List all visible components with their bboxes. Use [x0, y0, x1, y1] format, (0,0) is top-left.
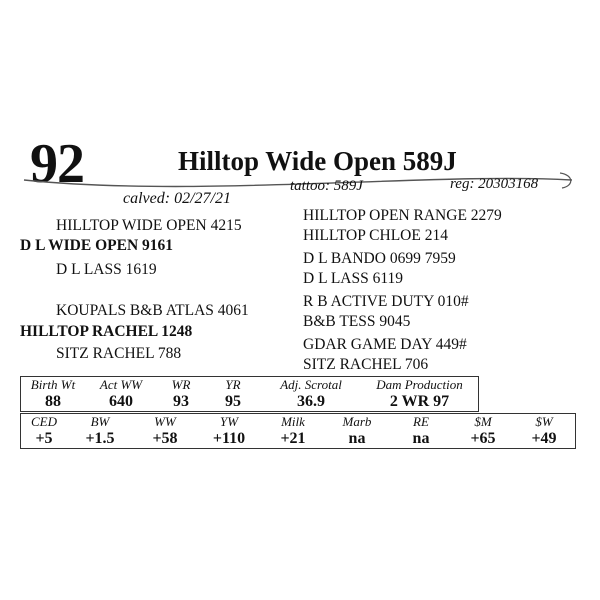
epd-value: +110: [212, 430, 246, 447]
epd-header: $W: [535, 414, 553, 429]
epd-table: [20, 413, 576, 449]
tattoo: tattoo: 589J: [290, 178, 363, 194]
sire: D L WIDE OPEN 9161: [20, 237, 174, 254]
epd-header: YW: [219, 414, 239, 429]
epd-header: BW: [90, 414, 110, 429]
sire-sire: HILLTOP WIDE OPEN 4215: [56, 217, 242, 234]
perf-value: 36.9: [297, 393, 325, 410]
animal-name: Hilltop Wide Open 589J: [178, 146, 457, 176]
perf-header: Dam Production: [376, 377, 463, 392]
perf-header: YR: [225, 377, 241, 392]
perf-value: 88: [45, 393, 61, 410]
perf-value: 2 WR 97: [389, 393, 450, 410]
dam: HILLTOP RACHEL 1248: [20, 323, 193, 340]
dam-sire: KOUPALS B&B ATLAS 4061: [56, 302, 249, 319]
epd-header: Milk: [281, 414, 305, 429]
dam-dam: SITZ RACHEL 788: [56, 345, 182, 362]
perf-header: Birth Wt: [30, 377, 76, 392]
epd-value: +5: [35, 430, 53, 447]
sd-sire: D L BANDO 0699 7959: [303, 250, 456, 267]
epd-value: +1.5: [85, 430, 115, 447]
epd-header: Marb: [342, 414, 372, 429]
epd-header: $M: [474, 414, 492, 429]
perf-header: Adj. Scrotal: [280, 377, 342, 392]
perf-value: 95: [225, 393, 241, 410]
perf-value: 640: [109, 393, 133, 410]
epd-header: CED: [31, 414, 57, 429]
calved-date: calved: 02/27/21: [123, 190, 231, 207]
epd-header: RE: [413, 414, 429, 429]
epd-value: +49: [531, 430, 557, 447]
sire-dam: D L LASS 1619: [56, 261, 157, 278]
epd-header: WW: [154, 414, 176, 429]
performance-table: [20, 376, 479, 412]
registration-number: reg: 20303168: [450, 176, 539, 192]
epd-value: +58: [152, 430, 178, 447]
perf-header: WR: [171, 377, 191, 392]
ds-sire: R B ACTIVE DUTY 010#: [303, 293, 469, 310]
ss-sire: HILLTOP OPEN RANGE 2279: [303, 207, 502, 224]
ds-dam: B&B TESS 9045: [303, 313, 411, 330]
dd-dam: SITZ RACHEL 706: [303, 356, 429, 373]
dd-sire: GDAR GAME DAY 449#: [303, 336, 467, 353]
epd-value: na: [348, 430, 366, 447]
epd-value: +65: [470, 430, 496, 447]
lot-number: 92: [30, 133, 84, 195]
epd-value: na: [412, 430, 430, 447]
perf-value: 93: [173, 393, 189, 410]
ss-dam: HILLTOP CHLOE 214: [303, 227, 448, 244]
sd-dam: D L LASS 6119: [303, 270, 404, 287]
epd-value: +21: [280, 430, 306, 447]
perf-header: Act WW: [99, 377, 143, 392]
